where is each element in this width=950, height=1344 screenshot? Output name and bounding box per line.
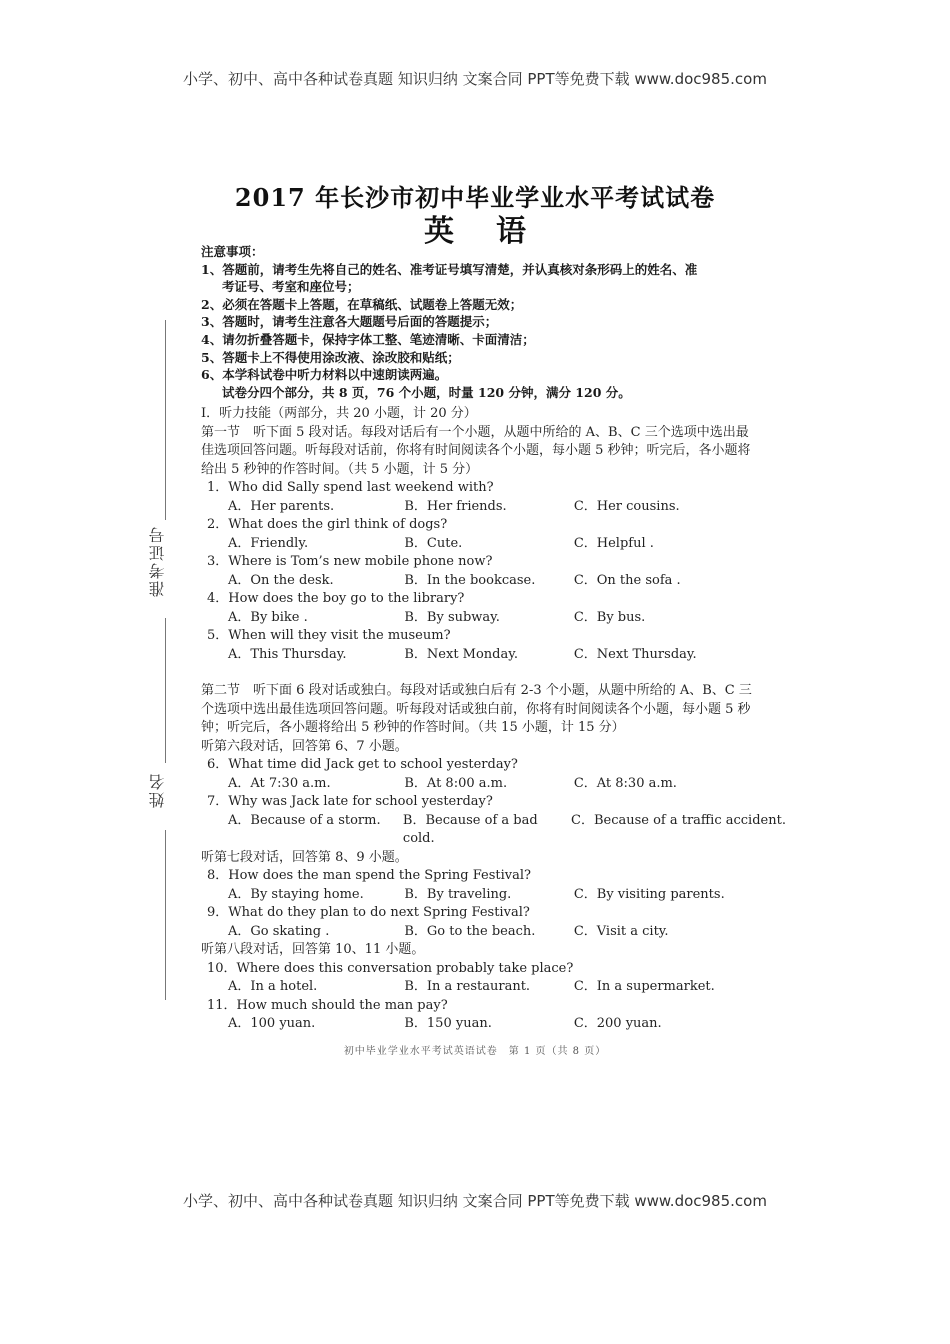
option-b: B．In the bookcase. — [404, 572, 536, 588]
option-c: C．200 yuan. — [573, 1016, 662, 1031]
option-b: B．150 yuan. — [404, 1016, 492, 1031]
option-c: C．At 8:30 a.m. — [573, 775, 677, 791]
spacer — [201, 664, 761, 682]
exam-notes — [201, 243, 761, 401]
option-a: A．Because of a storm. — [228, 812, 381, 828]
question — [201, 627, 761, 664]
question-text: 7．Why was Jack late for school yesterday? — [207, 794, 493, 809]
note-item: 试卷分四个部分，共 8 页，76 个小题，时量 120 分钟，满分 120 分。 — [222, 384, 631, 400]
question — [201, 516, 761, 553]
option-c: C．In a supermarket. — [573, 979, 715, 994]
exam-title: 2017 年长沙市初中毕业学业水平考试试卷 — [234, 183, 716, 212]
name-label: 姓名 — [148, 772, 167, 808]
listening-part — [201, 405, 786, 1034]
download-banner-top: 小学、初中、高中各种试卷真题 知识归纳 文案合同 PPT等免费下载 www.doc985.com — [183, 70, 767, 88]
question-text: 11．How much should the man pay? — [207, 997, 448, 1013]
option-c: C．Her cousins. — [573, 498, 680, 514]
option-c: C．By visiting parents. — [573, 886, 725, 902]
part-heading: I．听力技能（两部分，共 20 小题，计 20 分） — [201, 406, 477, 421]
question-text: 4．How does the boy go to the library? — [207, 591, 465, 606]
answer-options — [201, 1015, 761, 1034]
option-a: A．At 7:30 a.m. — [228, 775, 331, 791]
answer-options — [201, 572, 761, 591]
notes-heading: 注意事项： — [201, 244, 264, 259]
option-a: A．Go skating . — [228, 923, 330, 939]
option-b: B．In a restaurant. — [404, 979, 531, 994]
option-b: B．Cute. — [404, 535, 463, 551]
dialog-intro: 听第八段对话，回答第 10、11 小题。 — [201, 942, 425, 957]
question-text: 5．When will they visit the museum? — [207, 628, 451, 643]
option-a: A．Her parents. — [228, 498, 335, 514]
download-banner-bottom: 小学、初中、高中各种试卷真题 知识归纳 文案合同 PPT等免费下载 www.doc985.com — [183, 1192, 767, 1210]
option-b: B．By subway. — [404, 609, 500, 625]
binding-line — [165, 320, 166, 520]
option-c: C．Because of a traffic accident. — [571, 812, 786, 828]
option-c: C．Helpful . — [573, 535, 654, 551]
answer-options — [201, 498, 761, 517]
question-text: 10．Where does this conversation probably take place? — [207, 960, 574, 976]
option-c: C．On the sofa . — [573, 572, 681, 588]
option-b: B．Because of a bad cold. — [402, 812, 538, 846]
page-footer: 初中毕业学业水平考试英语试卷 第 1 页（共 8 页） — [343, 1046, 607, 1057]
question — [201, 960, 761, 997]
question — [201, 793, 786, 849]
answer-options — [201, 886, 761, 905]
note-item: 3、答题时，请考生注意各大题题号后面的答题提示； — [201, 314, 498, 330]
section-instructions: 第二节 听下面 6 段对话或独白。每段对话或独白后有 2-3 个小题，从题中所给的 A、B、C 三个选项中选出最佳选项回答问题。听每段对话或独白前，你将有时间阅读各个小题，每小题 5 秒钟；听完后，各小题将给出 5 秒钟的作答时间。（共 15 小题，计 15 分） — [201, 683, 752, 735]
answer-options — [201, 923, 761, 942]
exam-number-label: 准考证号 — [148, 525, 167, 597]
exam-subject: 英语 — [424, 214, 568, 249]
option-b: B．At 8:00 a.m. — [404, 775, 508, 791]
option-b: B．By traveling. — [404, 886, 512, 902]
answer-options — [201, 646, 761, 665]
question-text: 9．What do they plan to do next Spring Festival? — [207, 905, 530, 920]
option-c: C．By bus. — [573, 609, 646, 625]
answer-options — [201, 775, 761, 794]
note-item: 6、本学科试卷中听力材料以中速朗读两遍。 — [201, 367, 448, 383]
dialog-intro: 听第七段对话，回答第 8、9 小题。 — [201, 849, 408, 865]
binding-line — [165, 618, 166, 763]
note-item: 2、必须在答题卡上答题，在草稿纸、试题卷上答题无效； — [201, 296, 523, 312]
question-text: 8．How does the man spend the Spring Festival? — [207, 868, 531, 883]
question-text: 2．What does the girl think of dogs? — [207, 517, 448, 532]
option-b: B．Next Monday. — [404, 646, 519, 662]
option-c: C．Visit a city. — [573, 923, 669, 939]
option-c: C．Next Thursday. — [573, 646, 697, 662]
question — [201, 997, 761, 1034]
option-a: A．100 yuan. — [228, 1016, 316, 1031]
question — [201, 590, 761, 627]
question — [201, 553, 761, 590]
answer-options — [201, 609, 761, 628]
option-a: A．In a hotel. — [228, 979, 318, 994]
option-b: B．Her friends. — [404, 498, 507, 514]
answer-options — [201, 535, 761, 554]
question — [201, 756, 761, 793]
question-text: 1．Who did Sally spend last weekend with? — [207, 480, 494, 495]
note-item: 5、答题卡上不得使用涂改液、涂改胶和贴纸； — [201, 349, 460, 365]
answer-options — [201, 978, 761, 997]
note-item: 4、请勿折叠答题卡，保持字体工整、笔迹清晰、卡面清洁； — [201, 331, 535, 347]
binding-line — [165, 830, 166, 1000]
option-a: A．On the desk. — [228, 572, 334, 588]
dialog-intro: 听第六段对话，回答第 6、7 小题。 — [201, 738, 408, 754]
option-a: A．By staying home. — [228, 886, 364, 902]
option-a: A．Friendly. — [228, 535, 309, 551]
question-text: 3．Where is Tom’s new mobile phone now? — [207, 554, 493, 569]
question — [201, 867, 761, 904]
note-item: 考证号、考室和座位号； — [222, 279, 360, 295]
note-item: 1、答题前，请考生先将自己的姓名、准考证号填写清楚，并认真核对条形码上的姓名、准 — [201, 261, 698, 277]
option-a: A．By bike . — [228, 609, 308, 625]
answer-options — [201, 812, 786, 849]
option-a: A．This Thursday. — [228, 646, 347, 662]
question — [201, 479, 761, 516]
section-instructions: 第一节 听下面 5 段对话。每段对话后有一个小题，从题中所给的 A、B、C 三个选项中选出最佳选项回答问题。听每段对话前，你将有时间阅读各个小题，每小题 5 秒钟；听完后，各小题将给出 5 秒钟的作答时间。（共 5 小题，计 5 分） — [201, 424, 751, 477]
question — [201, 904, 761, 941]
question-text: 6．What time did Jack get to school yesterday? — [207, 757, 518, 772]
option-b: B．Go to the beach. — [404, 923, 536, 939]
